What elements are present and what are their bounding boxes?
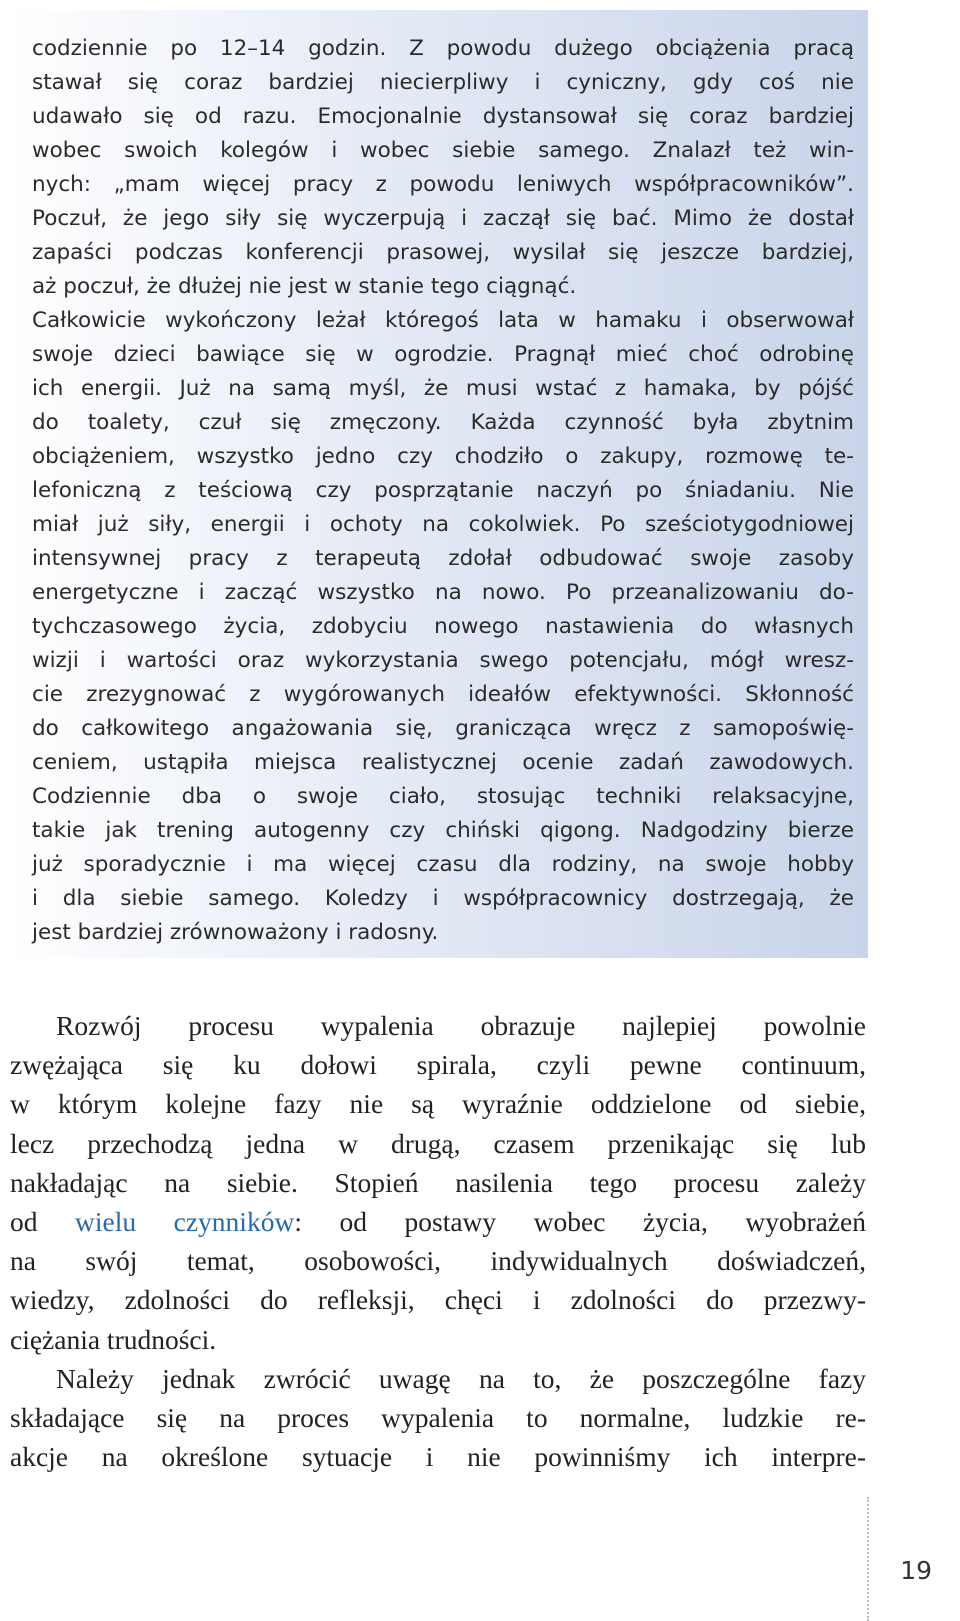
paragraph-line: nakładając na siebie. Stopień nasilenia tego procesu zależy: [10, 1166, 866, 1198]
box-text-line: i dla siebie samego. Koledzy i współpracownicy dostrzegają, że: [32, 886, 854, 911]
paragraph-line: akcje na określone sytuacje i nie powinniśmy ich interpre-: [10, 1441, 866, 1473]
box-text-line: zapaści podczas konferencji prasowej, wysilał się jeszcze bardziej,: [32, 240, 854, 265]
box-text-line: wizji i wartości oraz wykorzystania swego potencjału, mógł wresz-: [32, 648, 854, 673]
box-text-line: codziennie po 12–14 godzin. Z powodu dużego obciążenia pracą: [32, 36, 854, 61]
paragraph-text: od: [10, 1205, 76, 1237]
box-text-line: Całkowicie wykończony leżał któregoś lata w hamaku i obserwował: [32, 308, 854, 333]
box-text-line: udawało się od razu. Emocjonalnie dystansował się coraz bardziej: [32, 104, 854, 129]
box-text-line: lefoniczną z teściową czy posprzątanie naczyń po śniadaniu. Nie: [32, 478, 854, 503]
box-text-line: energetyczne i zacząć wszystko na nowo. Po przeanalizowaniu do-: [32, 580, 854, 605]
paragraph-line: lecz przechodzą jedna w drugą, czasem przenikając się lub: [10, 1127, 866, 1159]
box-text-line: jest bardziej zrównoważony i radosny.: [32, 920, 439, 945]
margin-divider: [867, 1497, 869, 1621]
box-text-line: intensywnej pracy z terapeutą zdołał odbudować swoje zasoby: [32, 546, 854, 571]
box-text-line: cie zrezygnować z wygórowanych ideałów efektywności. Skłonność: [32, 682, 854, 707]
paragraph-line: zwężająca się ku dołowi spirala, czyli pewne continuum,: [10, 1049, 866, 1081]
box-text-line: Codziennie dba o swoje ciało, stosując techniki relaksacyjne,: [32, 784, 854, 809]
box-text-line: do toalety, czuł się zmęczony. Każda czynność była zbytnim: [32, 410, 854, 435]
paragraph-text: : od postawy wobec życia, wyobrażeń: [294, 1205, 866, 1237]
paragraph-line: ciężania trudności.: [10, 1323, 217, 1355]
box-text-line: Poczuł, że jego siły się wyczerpują i zaczął się bać. Mimo że dostał: [32, 206, 854, 231]
box-text-line: stawał się coraz bardziej niecierpliwy i cyniczny, gdy coś nie: [32, 70, 854, 95]
box-text-line: do całkowitego angażowania się, granicząca wręcz z samopoświę-: [32, 716, 854, 741]
box-text-line: swoje dzieci bawiące się w ogrodzie. Pragnął mieć choć odrobinę: [32, 342, 854, 367]
box-text-line: wobec swoich kolegów i wobec siebie samego. Znalazł też win-: [32, 138, 854, 163]
box-text-line: ich energii. Już na samą myśl, że musi wstać z hamaka, by pójść: [32, 376, 854, 401]
paragraph-line: w którym kolejne fazy nie są wyraźnie oddzielone od siebie,: [10, 1088, 866, 1120]
main-text: [10, 1006, 866, 1476]
box-text-line: aż poczuł, że dłużej nie jest w stanie tego ciągnąć.: [32, 274, 577, 299]
paragraph-line: składające się na proces wypalenia to normalne, ludzkie re-: [10, 1401, 866, 1433]
case-study-box: [10, 10, 868, 958]
box-text-line: miał już siły, energii i ochoty na cokolwiek. Po sześciotygodniowej: [32, 512, 854, 537]
highlighted-term: wielu czynników: [75, 1205, 295, 1237]
page-number: 19: [900, 1556, 932, 1585]
box-text-line: ceniem, ustąpiła miejsca realistycznej ocenie zadań zawodowych.: [32, 750, 854, 775]
box-text-line: tychczasowego życia, zdobyciu nowego nastawienia do własnych: [32, 614, 854, 639]
box-text-line: obciążeniem, wszystko jedno czy chodziło o zakupy, rozmowę te-: [32, 444, 854, 469]
paragraph-line: Należy jednak zwrócić uwagę na to, że poszczególne fazy: [56, 1362, 866, 1394]
paragraph-line: Rozwój procesu wypalenia obrazuje najlepiej powolnie: [56, 1010, 866, 1041]
paragraph: [10, 1359, 866, 1477]
box-text-line: takie jak trening autogenny czy chiński qigong. Nadgodziny bierze: [32, 818, 854, 843]
box-text-line: już sporadycznie i ma więcej czasu dla rodziny, na swoje hobby: [32, 852, 854, 877]
paragraph-line: [10, 1202, 866, 1241]
box-text-line: nych: „mam więcej pracy z powodu leniwych współpracowników”.: [32, 172, 854, 197]
paragraph-line: na swój temat, osobowości, indywidualnych doświadczeń,: [10, 1245, 866, 1277]
paragraph: [10, 1006, 866, 1359]
paragraph-line: wiedzy, zdolności do refleksji, chęci i zdolności do przezwy-: [10, 1284, 866, 1316]
